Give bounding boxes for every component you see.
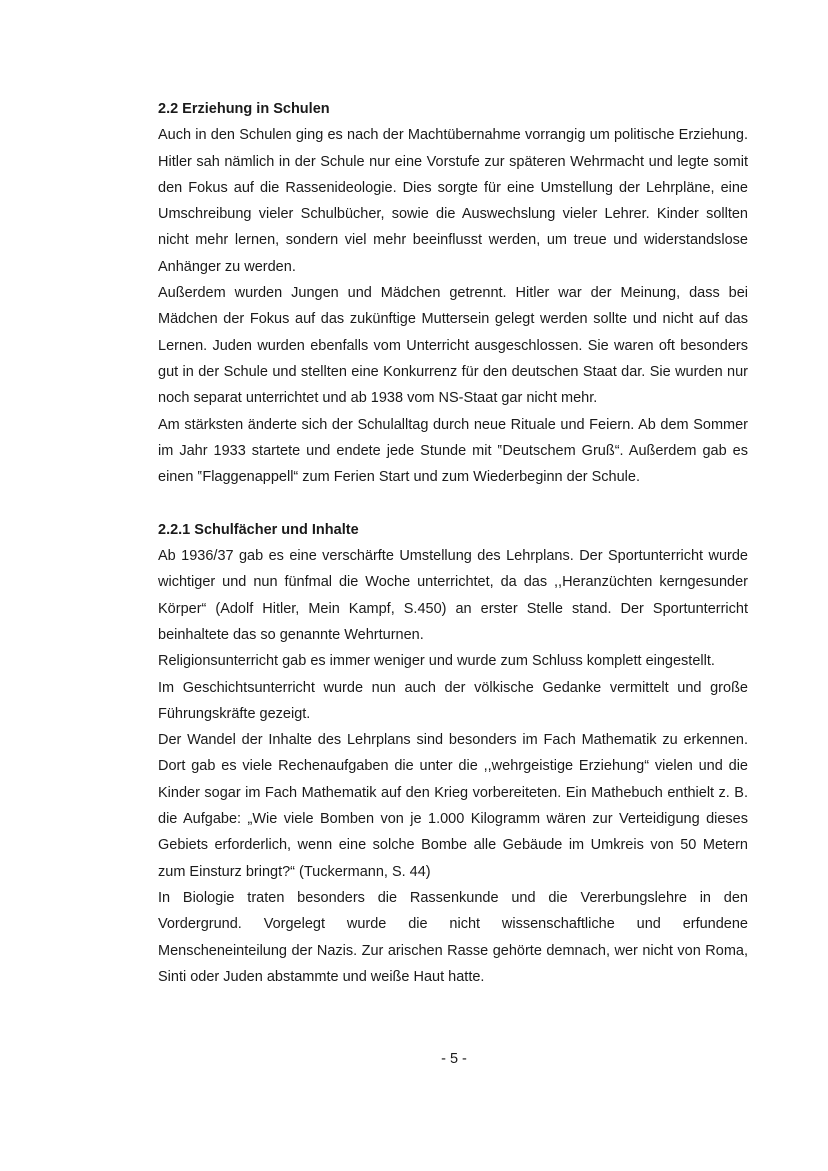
- section-heading-schulfaecher-inhalte: 2.2.1 Schulfächer und Inhalte: [158, 521, 359, 538]
- paragraph-biologie: In Biologie traten besonders die Rassenkunde und die Vererbungslehre in den Vordergrund. Vorgelegt wurde die nicht wissenschaftliche und erfundene Menscheneinteilung der Nazis. Zur arischen Rasse gehörte demnach, wer nicht von Roma, Sinti oder Juden abstammte und weiße Haut hatte.: [158, 889, 748, 985]
- paragraph-sportunterricht: Ab 1936/37 gab es eine verschärfte Umstellung des Lehrplans. Der Sportunterricht wurde wichtiger und nun fünfmal die Woche unterrichtet, da das ,,Heranzüchten kerngesunder Körper“ (Adolf Hitler, Mein Kampf, S.450) an erster Stelle stand. Der Sportunterricht beinhaltete das so genannte Wehrturnen.: [158, 548, 748, 643]
- paragraph-geschichtsunterricht: Im Geschichtsunterricht wurde nun auch der völkische Gedanke vermittelt und große Führungskräfte gezeigt.: [158, 679, 748, 722]
- section-heading-erziehung-in-schulen: 2.2 Erziehung in Schulen: [158, 101, 330, 117]
- paragraph-mathematik: Der Wandel der Inhalte des Lehrplans sind besonders im Fach Mathematik zu erkennen. Dort gab es viele Rechenaufgaben die unter die ,,wehrgeistige Erziehung“ vielen und die Kinder sogar im Fach Mathematik auf den Krieg vorbereiteten. Ein Mathebuch enthielt z. B. die Aufgabe: „Wie viele Bomben von je 1.000 Kilogramm wären zur Verteidigung dieses Gebiets erforderlich, wenn eine solche Bombe alle Gebäude im Umkreis von 50 Metern zum Einsturz bringt?“ (Tuckermann, S. 44): [158, 732, 748, 880]
- paragraph-rituale-feiern: Am stärksten änderte sich der Schulalltag durch neue Rituale und Feiern. Ab dem Sommer im Jahr 1933 startete und endete jede Stunde mit ‟Deutschem Gruß“. Außerdem gab es einen ‟Flaggenappell“ zum Ferien Start und zum Wiederbeginn der Schule.: [158, 416, 748, 486]
- section-spacer: [158, 490, 748, 516]
- page-number: - 5 -: [441, 1051, 467, 1067]
- page-content: [158, 96, 748, 990]
- paragraph-politische-erziehung: Auch in den Schulen ging es nach der Machtübernahme vorrangig um politische Erziehung. Hitler sah nämlich in der Schule nur eine Vorstufe zur späteren Wehrmacht und legte somit den Fokus auf die Rassenideologie. Dies sorgte für eine Umstellung der Lehrpläne, eine Umschreibung vieler Schulbücher, sowie die Auswechslung vieler Lehrer. Kinder sollten nicht mehr lernen, sondern viel mehr beeinflusst werden, um treue und widerstandslose Anhänger zu werden.: [158, 127, 748, 275]
- paragraph-trennung-jungen-maedchen: Außerdem wurden Jungen und Mädchen getrennt. Hitler war der Meinung, dass bei Mädchen der Fokus auf das zukünftige Muttersein gelegt werden sollte und nicht auf das Lernen. Juden wurden ebenfalls vom Unterricht ausgeschlossen. Sie waren oft besonders gut in der Schule und stellten eine Konkurrenz für den deutschen Staat dar. Sie wurden nur noch separat unterrichtet und ab 1938 vom NS-Staat gar nicht mehr.: [158, 285, 748, 407]
- paragraph-religionsunterricht: Religionsunterricht gab es immer weniger und wurde zum Schluss komplett eingestellt.: [158, 653, 715, 670]
